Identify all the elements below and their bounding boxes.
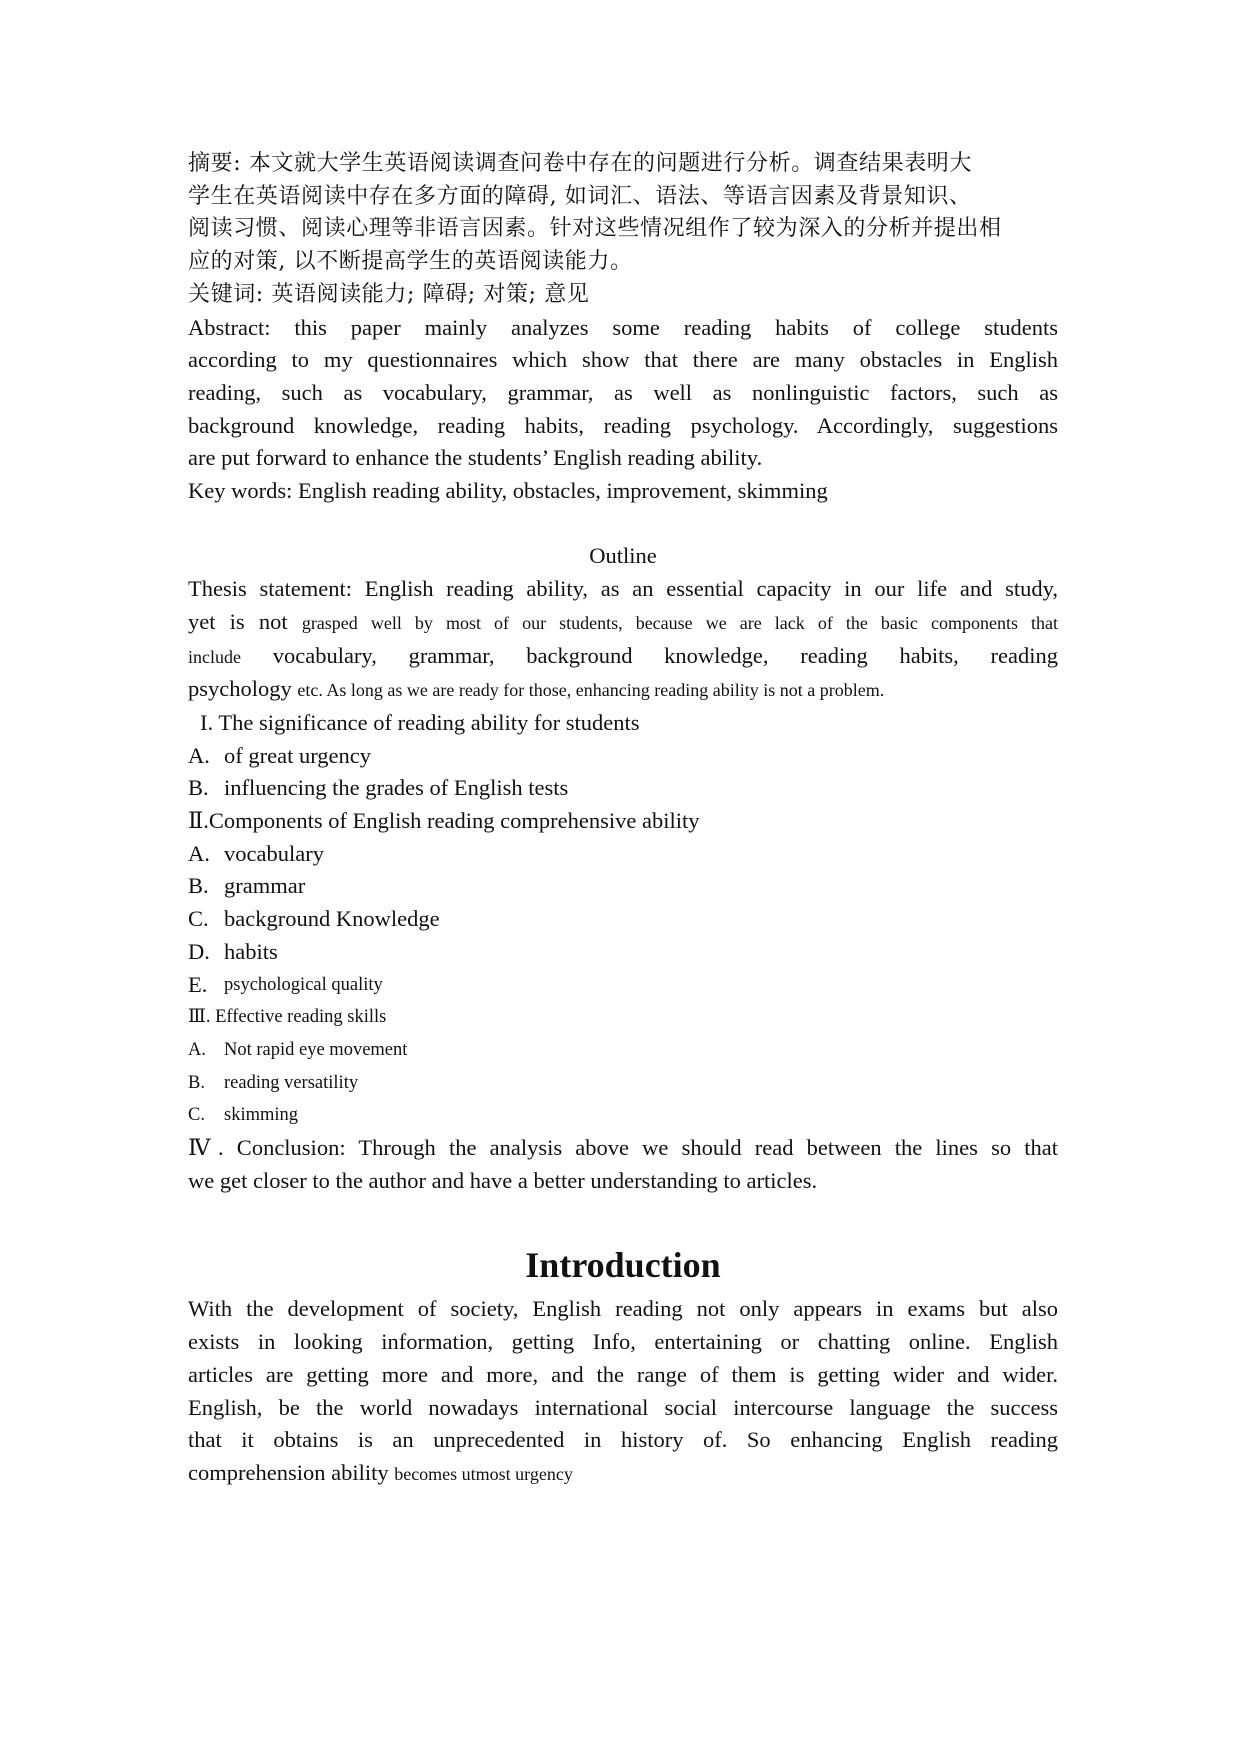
abstract-en-line: are put forward to enhance the students’ English reading ability. (188, 445, 763, 471)
item-text: vocabulary (224, 840, 324, 866)
outline-heading-text: Effective reading skills (215, 1007, 387, 1028)
thesis-text: vocabulary, grammar, background knowledge, reading habits, reading (272, 642, 1059, 668)
outline-item (188, 1034, 1058, 1067)
abstract-cn-line: 应的对策, 以不断提高学生的英语阅读能力。 (188, 249, 633, 275)
english-keywords: Key words: English reading ability, obstacles, improvement, skimming (188, 478, 828, 504)
intro-text: comprehension ability (188, 1460, 389, 1485)
outline-conclusion-line: we get closer to the author and have a better understanding to articles. (188, 1167, 818, 1193)
item-text: skimming (224, 1105, 299, 1126)
outline-heading-1 (188, 707, 1058, 740)
item-text: habits (224, 938, 278, 964)
item-marker: A. (188, 742, 210, 768)
introduction-heading: Introduction (525, 1245, 721, 1286)
thesis-line (188, 673, 1058, 707)
abstract-cn-line: 摘要: 本文就大学生英语阅读调查问卷中存在的问题进行分析。调查结果表明大 (188, 151, 973, 176)
abstract-cn-line: 学生在英语阅读中存在多方面的障碍, 如词汇、语法、等语言因素及背景知识、 (188, 183, 972, 209)
thesis-statement (188, 573, 1058, 707)
outline-section (188, 540, 1058, 1197)
chinese-abstract (188, 148, 1058, 312)
page-content (188, 148, 1058, 1491)
abstract-en-line: background knowledge, reading habits, reading psychology. Accordingly, suggestions (188, 412, 1058, 438)
outline-item (188, 740, 1058, 773)
introduction-section (188, 1241, 1058, 1490)
outline-item (188, 838, 1058, 871)
abstract-en-line: Abstract: this paper mainly analyzes some reading habits of college students (188, 314, 1058, 340)
thesis-text-small: grasped well by most of our students, because we are lack of the basic components that (301, 612, 1059, 633)
item-marker: B. (188, 873, 209, 899)
outline-heading-text: Components of English reading comprehensive ability (208, 808, 700, 834)
item-marker: C. (188, 906, 209, 932)
outline-item (188, 870, 1058, 903)
item-text: of great urgency (224, 742, 372, 768)
thesis-line: Thesis statement: English reading ability, as an essential capacity in our life and study, (188, 576, 1058, 602)
thesis-text-small: etc. As long as we are ready for those, enhancing reading ability is not a problem. (297, 680, 885, 701)
spacer (188, 508, 1058, 541)
outline-heading-3 (188, 1001, 1058, 1034)
intro-line: exists in looking information, getting Info, entertaining or chatting online. English (188, 1329, 1058, 1355)
intro-line: With the development of society, English reading not only appears in exams but also (188, 1296, 1058, 1322)
item-text: influencing the grades of English tests (224, 775, 569, 801)
chinese-keywords: 关键词: 英语阅读能力; 障碍; 对策; 意见 (188, 281, 590, 307)
spacer (188, 1197, 1058, 1235)
item-marker: B. (188, 1072, 205, 1093)
abstract-en-line: reading, such as vocabulary, grammar, as well as nonlinguistic factors, such as (188, 379, 1058, 405)
item-marker: D. (188, 938, 210, 964)
outline-item (188, 969, 1058, 1002)
outline-item (188, 936, 1058, 969)
item-text: Not rapid eye movement (224, 1039, 408, 1060)
outline-item (188, 903, 1058, 936)
item-text: psychological quality (224, 974, 383, 995)
intro-line (188, 1457, 1058, 1491)
thesis-text-small: include (188, 646, 241, 667)
thesis-text: psychology (188, 676, 292, 702)
thesis-line (188, 606, 1058, 640)
item-marker: A. (188, 1039, 206, 1060)
roman-numeral: I. (200, 709, 214, 735)
outline-item (188, 1099, 1058, 1132)
item-marker: B. (188, 775, 209, 801)
roman-numeral: Ⅱ. (188, 808, 209, 834)
outline-item (188, 772, 1058, 805)
thesis-line (188, 640, 1058, 674)
item-text: reading versatility (224, 1072, 359, 1093)
outline-title: Outline (589, 543, 657, 569)
intro-text-small: becomes utmost urgency (394, 1464, 573, 1484)
abstract-cn-line: 阅读习惯、阅读心理等非语言因素。针对这些情况组作了较为深入的分析并提出相 (188, 216, 1002, 242)
outline-conclusion-line: Ⅳ. Conclusion: Through the analysis above we should read between the lines so that (188, 1135, 1058, 1161)
item-marker: E. (188, 971, 208, 997)
intro-line: articles are getting more and more, and the range of them is getting wider and wider. (188, 1361, 1058, 1387)
item-text: background Knowledge (224, 906, 440, 932)
item-marker: A. (188, 840, 210, 866)
outline-item (188, 1067, 1058, 1100)
item-text: grammar (224, 873, 306, 899)
intro-line: that it obtains is an unprecedented in history of. So enhancing English reading (188, 1427, 1058, 1453)
thesis-text: yet is not (188, 608, 288, 634)
roman-numeral: Ⅲ. (188, 1007, 211, 1028)
abstract-en-line: according to my questionnaires which show that there are many obstacles in English (188, 347, 1058, 373)
english-abstract (188, 312, 1058, 508)
item-marker: C. (188, 1105, 205, 1126)
outline-heading-2 (188, 805, 1058, 838)
outline-heading-text: The significance of reading ability for students (218, 709, 640, 735)
intro-line: English, be the world nowadays international social intercourse language the success (188, 1394, 1058, 1420)
